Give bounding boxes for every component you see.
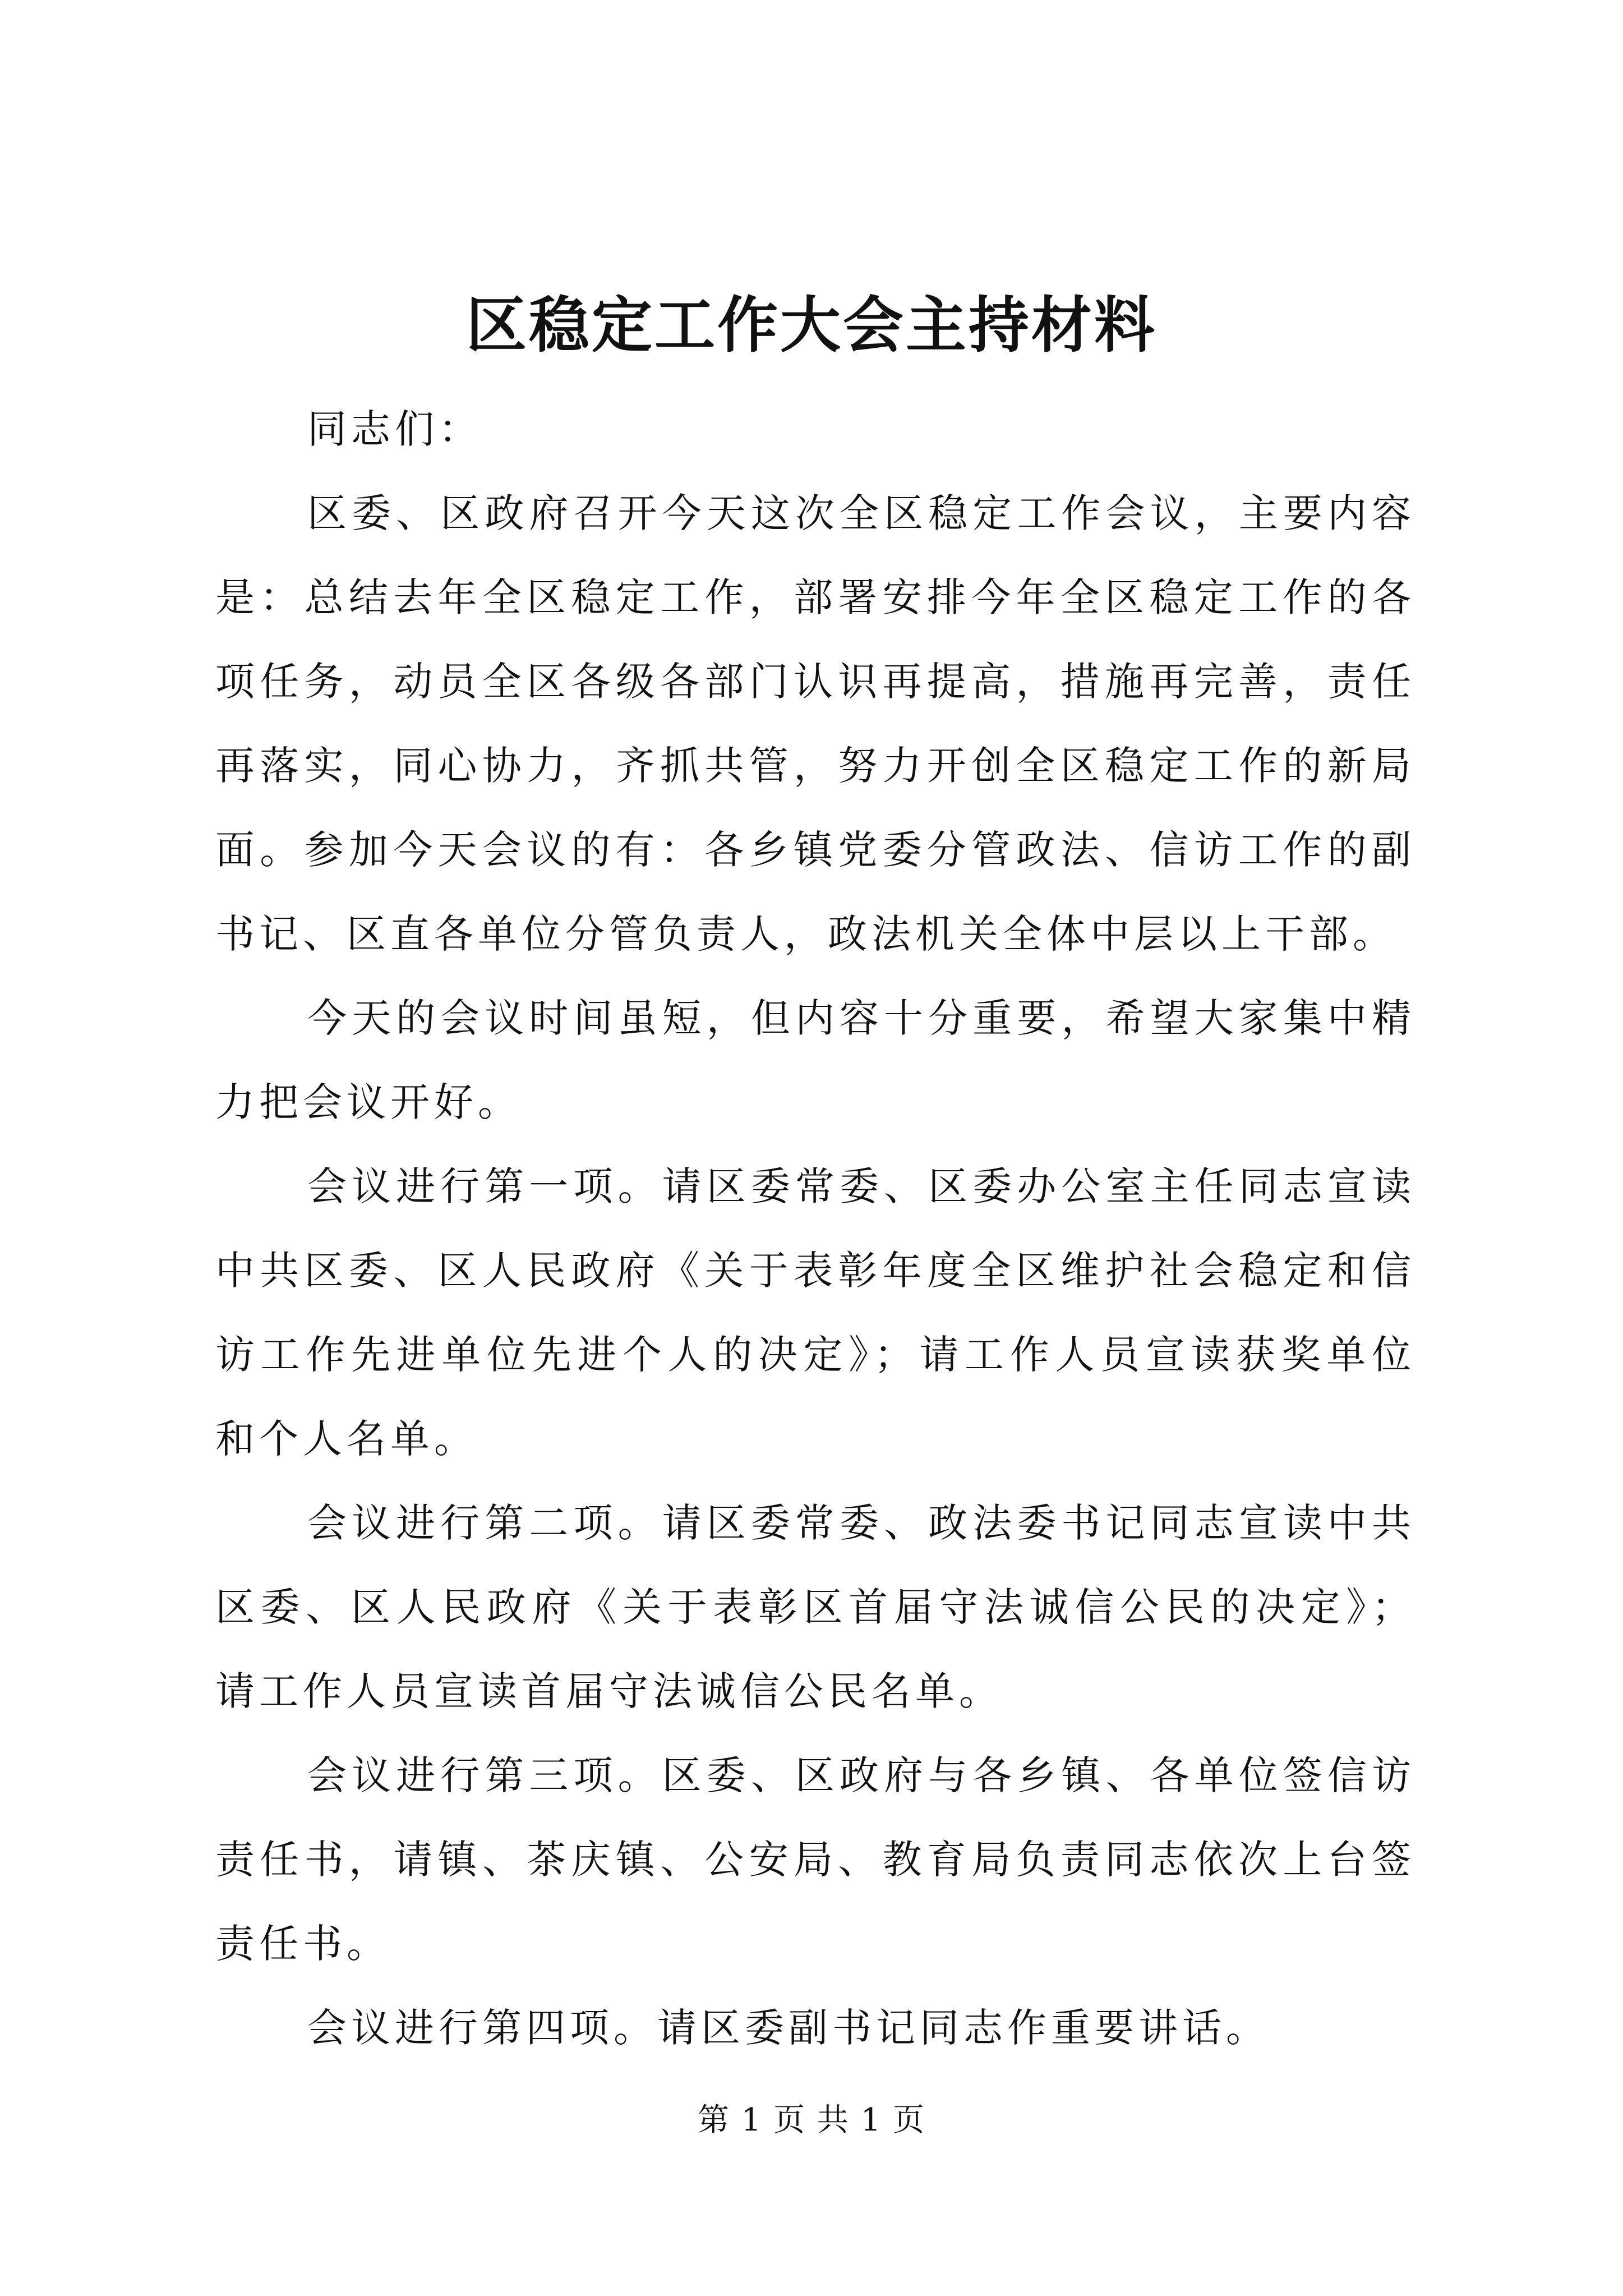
document-title: 区稳定工作大会主持材料 bbox=[465, 290, 1157, 361]
paragraph-item-three: 会议进行第三项。区委、区政府与各乡镇、各单位签信访责任书，请镇、茶庆镇、公安局、教育局负责同志依次上台签责任书。 bbox=[215, 1752, 1415, 1967]
paragraph-meeting-note: 今天的会议时间虽短，但内容十分重要，希望大家集中精力把会议开好。 bbox=[215, 995, 1415, 1125]
paragraph-item-four: 会议进行第四项。请区委副书记同志作重要讲话。 bbox=[307, 2005, 1270, 2051]
paragraph-item-one: 会议进行第一项。请区委常委、区委办公室主任同志宣读中共区委、区人民政府《关于表彰年度全区维护社会稳定和信访工作先进单位先进个人的决定》；请工作人员宣读获奖单位和个人名单。 bbox=[215, 1163, 1415, 1462]
paragraph-meeting-purpose: 区委、区政府召开今天这次全区稳定工作会议，主要内容是：总结去年全区稳定工作，部署安排今年全区稳定工作的各项任务，动员全区各级各部门认识再提高，措施再完善，责任再落实，同心协力，齐抓共管，努力开创全区稳定工作的新局面。参加今天会议的有：各乡镇党委分管政法、信访工作的副书记、区直各单位分管负责人，政法机关全体中层以上干部。 bbox=[215, 490, 1415, 957]
paragraph-item-two: 会议进行第二项。请区委常委、政法委书记同志宣读中共区委、区人民政府《关于表彰区首届守法诚信公民的决定》；请工作人员宣读首届守法诚信公民名单。 bbox=[215, 1500, 1415, 1714]
page-number-footer: 第 1 页 共 1 页 bbox=[697, 2102, 926, 2138]
document-body bbox=[215, 387, 1415, 2070]
salutation: 同志们： bbox=[307, 406, 482, 452]
